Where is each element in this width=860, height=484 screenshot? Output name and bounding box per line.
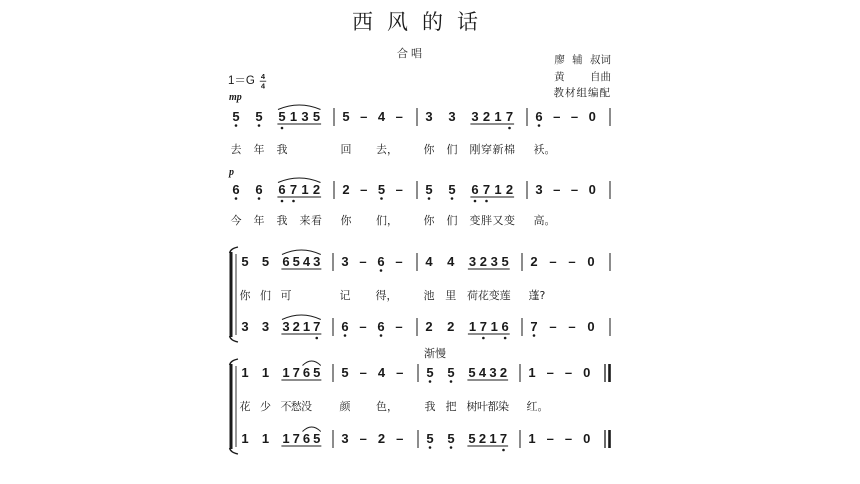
note: 3 xyxy=(425,109,433,124)
arranger-credit: 教材组编配 xyxy=(553,87,611,99)
lyric: 你 xyxy=(340,214,352,227)
octave-dot-below xyxy=(502,449,505,452)
note: 1 xyxy=(489,431,497,446)
note: 7 xyxy=(530,319,538,334)
note: 1 xyxy=(494,109,502,124)
lyric: 你 xyxy=(423,214,435,227)
octave-dot-below xyxy=(450,446,453,449)
note-dash: – xyxy=(396,431,404,446)
lyric: 棉 xyxy=(504,143,515,156)
octave-dot-below xyxy=(474,200,477,203)
note: 4 xyxy=(377,365,386,380)
dynamic-mark: mp xyxy=(229,92,242,103)
note-dash: – xyxy=(564,431,573,446)
lyric: 今 xyxy=(230,214,242,227)
note: 1 xyxy=(302,319,311,334)
note-dash: – xyxy=(396,365,404,380)
octave-dot-below xyxy=(533,334,536,337)
lyric: 变 xyxy=(488,289,500,302)
lyric: 们 xyxy=(260,289,271,302)
octave-dot-below xyxy=(508,127,511,130)
note: 3 xyxy=(282,319,290,334)
note: 3 xyxy=(261,319,270,334)
note: 6 xyxy=(278,182,286,197)
lyric: 红。 xyxy=(526,400,549,413)
final-barline-thick xyxy=(608,430,611,448)
note: 3 xyxy=(490,254,498,269)
note: 5 xyxy=(261,254,270,269)
note: 7 xyxy=(289,182,298,197)
lyric: 变 xyxy=(469,214,481,227)
lyric: 新 xyxy=(492,143,504,156)
lyric: 莲 xyxy=(499,289,511,302)
octave-dot-below xyxy=(380,197,383,200)
note: 1 xyxy=(282,365,290,380)
note: 2 xyxy=(478,431,487,446)
note-dash: – xyxy=(570,109,579,124)
note: 6 xyxy=(501,319,509,334)
note-dash: – xyxy=(359,254,367,269)
note: 6 xyxy=(535,109,543,124)
note: 1 xyxy=(468,319,477,334)
note-dash: – xyxy=(395,254,403,269)
note: 2 xyxy=(312,182,321,197)
rest: 0 xyxy=(588,109,596,124)
lyric: 愁 xyxy=(290,400,302,413)
score-line xyxy=(228,167,610,227)
octave-dot-below xyxy=(380,269,383,272)
note: 3 xyxy=(471,109,479,124)
dynamic-mark: p xyxy=(229,167,234,178)
note: 3 xyxy=(468,254,477,269)
note: 6 xyxy=(377,319,385,334)
lyric: 刚 xyxy=(469,143,481,156)
octave-dot-below xyxy=(428,197,431,200)
octave-dot-below xyxy=(482,337,485,340)
key-signature: 1＝G xyxy=(228,75,255,87)
note: 2 xyxy=(342,182,350,197)
octave-dot-below xyxy=(380,334,383,337)
octave-dot-below xyxy=(281,127,284,130)
note: 5 xyxy=(501,254,509,269)
score-line xyxy=(241,427,610,451)
note-dash: – xyxy=(359,365,367,380)
lyric: 我 xyxy=(276,143,288,156)
lyric: 染 xyxy=(498,400,509,413)
lyric: 回 xyxy=(340,143,352,156)
note: 6 xyxy=(282,254,290,269)
note: 7 xyxy=(292,365,300,380)
note: 1 xyxy=(241,431,249,446)
note: 4 xyxy=(478,365,487,380)
lyric: 去， xyxy=(376,143,398,156)
note: 1 xyxy=(528,365,536,380)
note: 3 xyxy=(535,182,543,197)
note: 5 xyxy=(468,431,476,446)
lyric: 你 xyxy=(239,289,251,302)
note: 2 xyxy=(377,431,386,446)
note-dash: – xyxy=(570,182,579,197)
lyric: 荷 xyxy=(467,289,478,302)
octave-dot-below xyxy=(292,200,295,203)
note: 1 xyxy=(490,319,498,334)
note: 5 xyxy=(341,365,349,380)
note: 2 xyxy=(292,319,300,334)
rest: 0 xyxy=(587,319,595,334)
note: 7 xyxy=(479,319,487,334)
note: 4 xyxy=(447,254,455,269)
note: 5 xyxy=(255,109,263,124)
lyric: 花 xyxy=(239,400,251,413)
lyric: 穿 xyxy=(481,143,492,156)
rest: 0 xyxy=(583,431,591,446)
note: 3 xyxy=(313,254,321,269)
note: 2 xyxy=(530,254,538,269)
note: 5 xyxy=(425,182,433,197)
lyric: 来 xyxy=(299,214,311,227)
lyric: 颜 xyxy=(339,400,351,413)
tempo-marking: 渐慢 xyxy=(424,347,446,360)
note: 1 xyxy=(282,431,290,446)
octave-dot-below xyxy=(258,197,261,200)
note: 3 xyxy=(341,431,349,446)
lyric: 少 xyxy=(260,400,271,413)
note: 6 xyxy=(471,182,479,197)
lyric: 们， xyxy=(376,214,398,227)
note: 4 xyxy=(425,254,433,269)
note: 1 xyxy=(261,431,270,446)
lyric: 都 xyxy=(487,400,499,413)
note: 3 xyxy=(489,365,497,380)
note: 2 xyxy=(447,319,455,334)
song-title: 西风的话 xyxy=(352,10,492,34)
lyric: 树 xyxy=(466,400,478,413)
lyric: 花 xyxy=(477,289,489,302)
lyric: 又 xyxy=(492,214,504,227)
lyric: 叶 xyxy=(477,400,488,413)
note: 1 xyxy=(494,182,502,197)
note: 5 xyxy=(241,254,249,269)
note-dash: – xyxy=(360,109,368,124)
note: 1 xyxy=(289,109,298,124)
octave-dot-below xyxy=(429,446,432,449)
lyric: 不 xyxy=(280,400,292,413)
note: 5 xyxy=(313,365,321,380)
note: 2 xyxy=(479,254,487,269)
rest: 0 xyxy=(583,365,591,380)
composer-credit: 黄 自曲 xyxy=(554,70,611,83)
note: 5 xyxy=(292,254,300,269)
score-line xyxy=(229,92,610,156)
note-dash: – xyxy=(395,319,403,334)
note-dash: – xyxy=(395,182,403,197)
note: 3 xyxy=(301,109,309,124)
lyric: 袄。 xyxy=(533,143,556,156)
note: 6 xyxy=(302,431,311,446)
lyric: 没 xyxy=(301,400,312,413)
lyric: 年 xyxy=(253,214,265,227)
note-dash: – xyxy=(546,431,554,446)
note: 2 xyxy=(482,109,491,124)
note: 4 xyxy=(302,254,311,269)
lyric: 胖 xyxy=(481,214,492,227)
note-dash: – xyxy=(395,109,403,124)
note-dash: – xyxy=(549,319,557,334)
octave-dot-below xyxy=(504,337,507,340)
note: 6 xyxy=(255,182,263,197)
performance-type: 合唱 xyxy=(397,47,425,60)
note: 2 xyxy=(499,365,508,380)
note-dash: – xyxy=(568,254,576,269)
time-signature-bottom: 4 xyxy=(260,81,266,91)
note: 2 xyxy=(425,319,433,334)
octave-dot-below xyxy=(429,380,432,383)
lyric: 把 xyxy=(445,400,457,413)
lyric: 里 xyxy=(445,289,457,302)
lyric: 看 xyxy=(311,214,322,227)
lyric: 色， xyxy=(376,400,398,413)
note: 1 xyxy=(241,365,249,380)
note: 7 xyxy=(292,431,300,446)
lyricist-credit: 廖 辅 叔词 xyxy=(554,54,611,66)
octave-dot-below xyxy=(485,200,488,203)
note: 5 xyxy=(312,109,321,124)
lyric: 年 xyxy=(253,143,265,156)
lyric: 我 xyxy=(276,214,288,227)
octave-dot-below xyxy=(281,200,284,203)
octave-dot-below xyxy=(235,197,238,200)
note: 7 xyxy=(505,109,514,124)
lyric: 记 xyxy=(339,289,351,302)
lyric: 我 xyxy=(424,400,436,413)
note: 6 xyxy=(341,319,349,334)
system-bracket xyxy=(230,359,238,454)
lyric: 得， xyxy=(375,289,398,302)
note: 7 xyxy=(313,319,321,334)
octave-dot-below xyxy=(258,124,261,127)
note: 5 xyxy=(313,431,321,446)
note-dash: – xyxy=(549,254,557,269)
note: 5 xyxy=(278,109,286,124)
note: 5 xyxy=(426,431,434,446)
note: 3 xyxy=(448,109,456,124)
note: 5 xyxy=(447,365,455,380)
lyric: 池 xyxy=(423,289,435,302)
lyric: 变 xyxy=(504,214,515,227)
final-barline-thick xyxy=(608,364,611,382)
note: 6 xyxy=(302,365,311,380)
score-line xyxy=(240,361,611,413)
octave-dot-below xyxy=(315,337,318,340)
note-dash: – xyxy=(359,319,367,334)
score-line xyxy=(240,250,611,302)
note: 4 xyxy=(377,109,386,124)
note-dash: – xyxy=(553,109,561,124)
note: 7 xyxy=(482,182,491,197)
system-bracket xyxy=(230,247,238,342)
note-dash: – xyxy=(359,431,367,446)
note: 5 xyxy=(448,182,456,197)
note: 5 xyxy=(468,365,476,380)
lyric: 可 xyxy=(280,289,292,302)
note-dash: – xyxy=(564,365,573,380)
note-dash: – xyxy=(553,182,561,197)
note: 5 xyxy=(342,109,350,124)
note: 6 xyxy=(232,182,240,197)
note: 7 xyxy=(499,431,508,446)
note: 5 xyxy=(426,365,434,380)
lyric: 去 xyxy=(230,143,242,156)
note: 3 xyxy=(241,319,249,334)
octave-dot-below xyxy=(451,197,454,200)
note: 1 xyxy=(528,431,536,446)
time-signature-top: 4 xyxy=(260,72,266,81)
note: 5 xyxy=(447,431,455,446)
note-dash: – xyxy=(546,365,554,380)
note: 2 xyxy=(505,182,514,197)
lyric: 高。 xyxy=(533,214,556,227)
score-line xyxy=(241,315,610,339)
lyric: 蓬? xyxy=(528,289,546,302)
rest: 0 xyxy=(588,182,596,197)
lyric: 你 xyxy=(423,143,435,156)
note: 5 xyxy=(232,109,240,124)
lyric: 们 xyxy=(446,143,458,156)
octave-dot-below xyxy=(538,124,541,127)
note: 1 xyxy=(261,365,270,380)
rest: 0 xyxy=(587,254,595,269)
note: 5 xyxy=(377,182,386,197)
note: 1 xyxy=(301,182,309,197)
note-dash: – xyxy=(568,319,576,334)
octave-dot-below xyxy=(344,334,347,337)
note: 3 xyxy=(341,254,349,269)
note: 6 xyxy=(377,254,385,269)
octave-dot-below xyxy=(450,380,453,383)
octave-dot-below xyxy=(235,124,238,127)
lyric: 们 xyxy=(446,214,458,227)
note-dash: – xyxy=(360,182,368,197)
